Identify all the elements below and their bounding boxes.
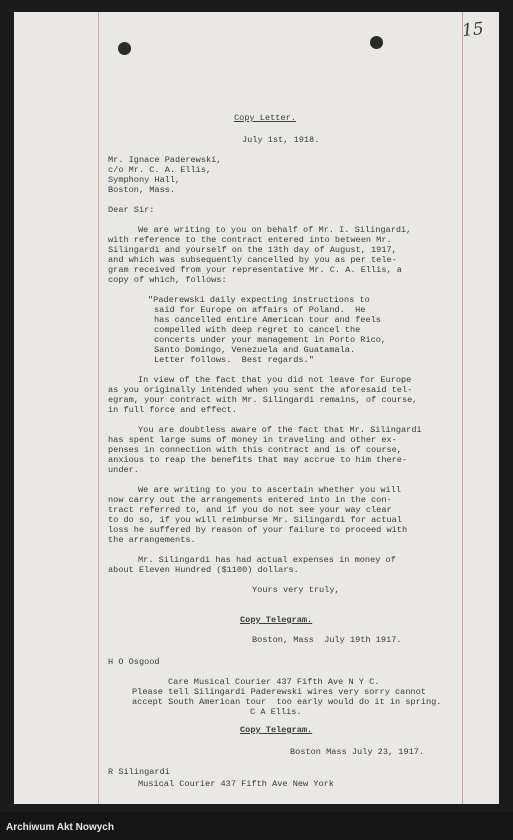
telegram-line: Please tell Silingardi Paderewski wires very sorry cannot — [132, 687, 426, 697]
text-line: penses in connection with this contract and is of course, — [108, 445, 402, 455]
text-line: in full force and effect. — [108, 405, 237, 415]
address-line: c/o Mr. C. A. Ellis, — [108, 165, 212, 175]
text-line: under. — [108, 465, 139, 475]
text-line: tract referred to, and if you do not see your way clear — [108, 505, 392, 515]
address-line: Mr. Ignace Paderewski, — [108, 155, 222, 165]
telegram-1-heading: Copy Telegram. — [240, 615, 313, 625]
text-line: about Eleven Hundred ($1100) dollars. — [108, 565, 299, 575]
punch-hole-left — [118, 42, 131, 55]
archive-footer-label: Archiwum Akt Nowych — [6, 822, 114, 833]
telegram-1-date: Boston, Mass July 19th 1917. — [252, 635, 402, 645]
quote-line: said for Europe on affairs of Poland. He — [154, 305, 366, 315]
text-line: and which was subsequently cancelled by you as per tele- — [108, 255, 397, 265]
text-line: We are writing to you on behalf of Mr. I. Silingardi, — [138, 225, 412, 235]
text-line: to do so, if you will reimburse Mr. Silingardi for actual — [108, 515, 402, 525]
left-margin-line — [98, 12, 99, 804]
telegram-2-date: Boston Mass July 23, 1917. — [290, 747, 425, 757]
text-line: We are writing to you to ascertain whether you will — [138, 485, 402, 495]
telegram-line: accept South American tour too early would do it in spring. — [132, 697, 442, 707]
quote-line: compelled with deep regret to cancel the — [154, 325, 361, 335]
text-line: anxious to reap the benefits that may accrue to him there- — [108, 455, 408, 465]
telegram-line: Care Musical Courier 437 Fifth Ave N Y C. — [168, 677, 380, 687]
closing: Yours very truly, — [252, 585, 340, 595]
document-page — [14, 12, 499, 804]
text-line: loss he suffered by reason of your failure to proceed with — [108, 525, 408, 535]
text-line: You are doubtless aware of the fact that Mr. Silingardi — [138, 425, 422, 435]
telegram-1-recipient: H O Osgood — [108, 657, 160, 667]
address-line: Boston, Mass. — [108, 185, 176, 195]
letter-date: July 1st, 1918. — [242, 135, 320, 145]
text-line: has spent large sums of money in traveling and other ex- — [108, 435, 397, 445]
text-line: as you originally intended when you sent the aforesaid tel- — [108, 385, 413, 395]
telegram-2-body: Musical Courier 437 Fifth Ave New York — [138, 779, 334, 789]
text-line: with reference to the contract entered into between Mr. — [108, 235, 392, 245]
letter-heading: Copy Letter. — [234, 113, 296, 123]
text-line: now carry out the arrangements entered into in the con- — [108, 495, 392, 505]
telegram-2-heading: Copy Telegram. — [240, 725, 313, 735]
text-line: Silingardi and yourself on the 13th day of August, 1917, — [108, 245, 397, 255]
punch-hole-right — [370, 36, 383, 49]
quote-line: concerts under your management in Porto Rico, — [154, 335, 387, 345]
text-line: In view of the fact that you did not leave for Europe — [138, 375, 412, 385]
page-number: 15 — [461, 18, 485, 42]
right-margin-line — [462, 12, 463, 804]
quote-line: Letter follows. Best regards." — [154, 355, 314, 365]
telegram-1-signature: C A Ellis. — [250, 707, 302, 717]
text-line: copy of which, follows: — [108, 275, 227, 285]
telegram-2-recipient: R Silingardi — [108, 767, 170, 777]
quote-line: "Paderewski daily expecting instructions to — [148, 295, 370, 305]
text-line: the arrangements. — [108, 535, 196, 545]
text-line: egram, your contract with Mr. Silingardi remains, of course, — [108, 395, 418, 405]
address-line: Symphony Hall, — [108, 175, 181, 185]
quote-line: Santo Domingo, Venezuela and Guatamala. — [154, 345, 356, 355]
text-line: gram received from your representative Mr. C. A. Ellis, a — [108, 265, 402, 275]
quote-line: has cancelled entire American tour and feels — [154, 315, 381, 325]
text-line: Mr. Silingardi has had actual expenses in money of — [138, 555, 396, 565]
salutation: Dear Sir: — [108, 205, 155, 215]
